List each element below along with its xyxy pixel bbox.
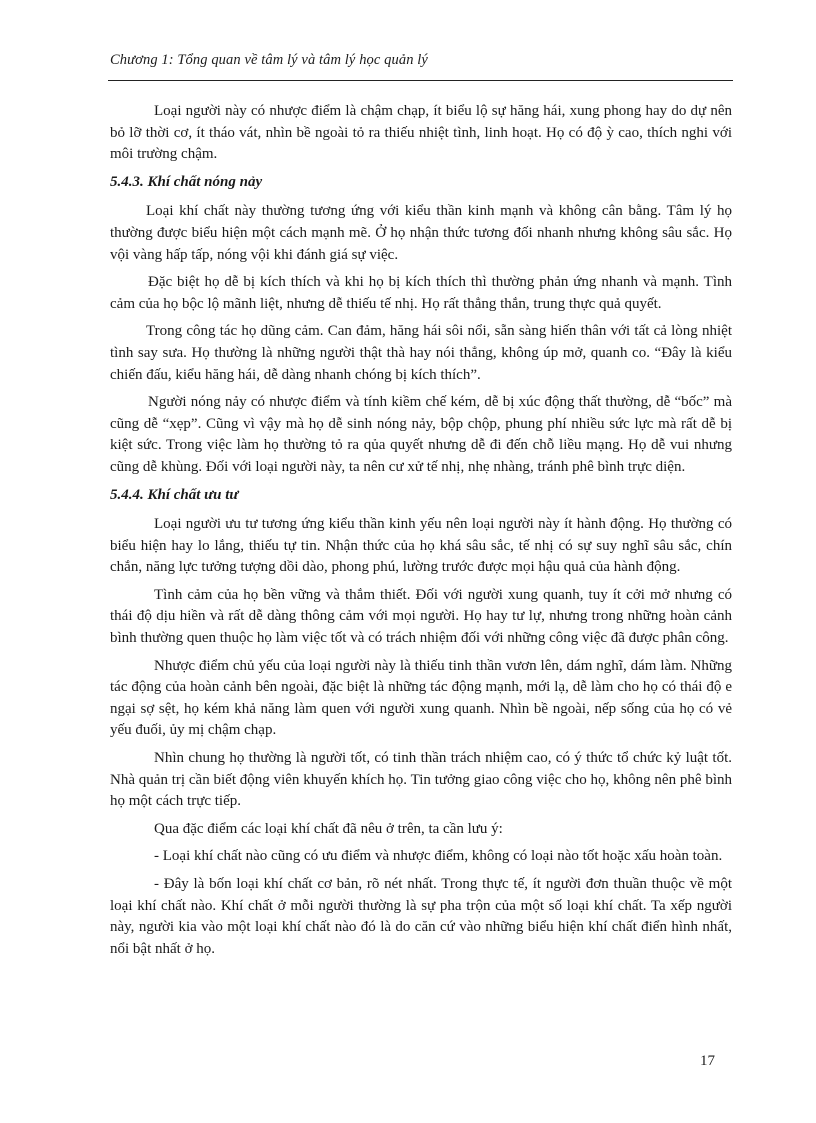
paragraph: Loại khí chất này thường tương ứng với kiểu thần kinh mạnh và không cân bằng. Tâm lý họ thường được biểu hiện một cách mạnh mẽ. Ở họ nhận thức tương đối nhanh nhưng không sâu sắc. Họ vội vàng hấp tấp, nóng vội khi đánh giá sự việc.: [110, 203, 732, 263]
paragraph: Loại người ưu tư tương ứng kiểu thần kinh yếu nên loại người này ít hành động. Họ thường có biểu hiện hay lo lắng, thiếu tự tin. Nhận thức của họ khá sâu sắc, tế nhị có sự suy nghĩ sâu sắc, chín chắn, năng lực tưởng tượng dồi dào, phong phú, lường trước được mọi hậu quả của hành động.: [110, 516, 732, 576]
paragraph: Người nóng nảy có nhược điểm và tính kiềm chế kém, dễ bị xúc động thất thường, dễ “bốc” mà cũng dễ “xẹp”. Cũng vì vậy mà họ dễ sinh nóng nảy, bộp chộp, phung phí nhiều sức lực mà rất dễ bị kiệt sức. Trong việc làm họ thường tỏ ra qủa quyết nhưng dễ đi đến chỗ liều mạng. Họ dễ vui nhưng cũng dễ khùng. Đối với loại người này, ta nên cư xử tế nhị, nhẹ nhàng, tránh phê bình trực diện.: [110, 394, 732, 475]
paragraph: Nhìn chung họ thường là người tốt, có tinh thần trách nhiệm cao, có ý thức tổ chức kỷ luật tốt. Nhà quản trị cần biết động viên khuyến khích họ. Tin tưởng giao công việc cho họ, không nên phê bình họ một cách trực tiếp.: [110, 750, 732, 810]
body-text: [110, 101, 732, 966]
section-heading-5-4-3: 5.4.3. Khí chất nóng nảy: [110, 173, 263, 190]
running-header: Chương 1: Tổng quan về tâm lý và tâm lý học quản lý: [110, 52, 428, 68]
paragraph: Trong công tác họ dũng cảm. Can đảm, hăng hái sôi nổi, sẵn sàng hiến thân với tất cả lòng nhiệt tình say sưa. Họ thường là những người thật thà hay nói thẳng, không úp mở, quanh co. “Đây là kiểu chiến đấu, kiểu hăng hái, dễ dàng nhanh chóng bị kích thích”.: [110, 323, 732, 383]
paragraph: Nhược điểm chủ yếu của loại người này là thiếu tinh thần vươn lên, dám nghĩ, dám làm. Những tác động của hoàn cảnh bên ngoài, đặc biệt là những tác động mạnh, mới lạ, dễ làm cho họ có thái độ e ngại sợ sệt, họ kém khả năng làm quen với người xung quanh. Nhìn bề ngoài, nếp sống của họ có vẻ yếu đuối, ủy mị chậm chạp.: [110, 657, 732, 739]
paragraph: Loại người này có nhược điểm là chậm chạp, ít biểu lộ sự hăng hái, xung phong hay do dự nên bỏ lỡ thời cơ, ít tháo vát, nhìn bề ngoài tỏ ra thiếu nhiệt tình, linh hoạt. Họ có độ ỳ cao, thích nghi với môi trường chậm.: [110, 103, 732, 163]
page-number: 17: [700, 1053, 715, 1069]
paragraph: Tình cảm của họ bền vững và thắm thiết. Đối với người xung quanh, tuy ít cởi mở nhưng có thái độ dịu hiền và rất dễ dàng thông cảm với mọi người. Họ hay tư lự, nhưng trong những hoàn cảnh bình thường quen thuộc họ làm việc tốt và có trách nhiệm đối với những công việc đã được phân công.: [110, 586, 732, 647]
paragraph: Đặc biệt họ dễ bị kích thích và khi họ bị kích thích thì thường phản ứng nhanh và mạnh. Tình cảm của họ bộc lộ mãnh liệt, nhưng dễ thiếu tế nhị. Họ rất thẳng thắn, trung thực quả quyết.: [110, 274, 732, 312]
section-heading-5-4-4: 5.4.4. Khí chất ưu tư: [110, 486, 239, 503]
header-rule: [108, 80, 733, 81]
list-item: - Đây là bốn loại khí chất cơ bản, rõ nét nhất. Trong thực tế, ít người đơn thuần thuộc về một loại khí chất nào. Khí chất ở mỗi người thường là sự pha trộn của một số loại khí chất. Ta xếp người này, người kia vào một loại khí chất nào đó là do căn cứ vào những biểu hiện khí chất điển hình nhất, nổi bật nhất ở họ.: [110, 876, 732, 957]
list-item: - Loại khí chất nào cũng có ưu điểm và nhược điểm, không có loại nào tốt hoặc xấu hoàn toàn.: [154, 848, 723, 865]
paragraph: Qua đặc điểm các loại khí chất đã nêu ở trên, ta cần lưu ý:: [154, 820, 503, 837]
